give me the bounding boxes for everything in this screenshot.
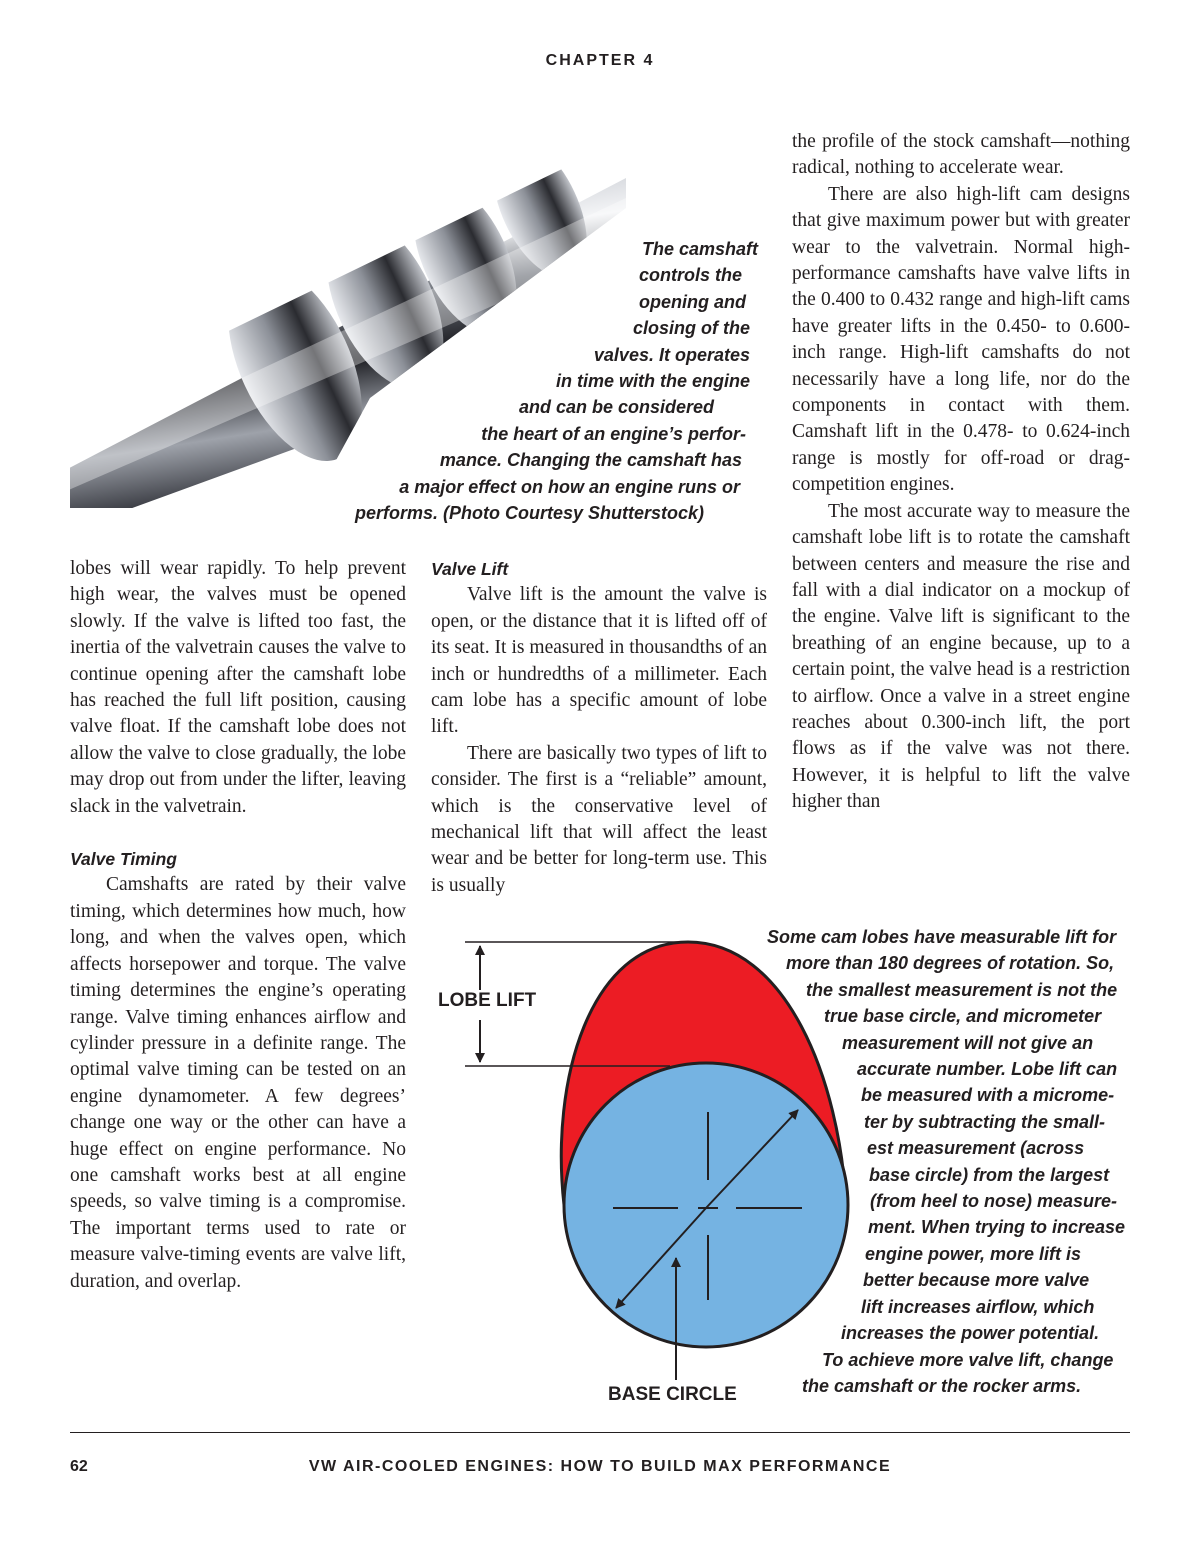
- caption-line: base circle) from the largest: [869, 1164, 1110, 1185]
- paragraph: Valve lift is the amount the valve is open, or the distance that it is lifted off of its seat. It is measured in thousandths of an inch or hundredths of a millimeter. Each cam lobe has a specific amount of lobe lift.: [431, 584, 767, 738]
- caption-line: accurate number. Lobe lift can: [857, 1059, 1118, 1080]
- paragraph: lobes will wear rapidly. To help prevent high wear, the valves must be opened slowly. If the valve is lifted too fast, the inertia of the valvetrain causes the valve to continue opening after the camshaft lobe has reached the full lift position, causing valve float. If the camshaft lobe does not allow the valve to close gradually, the lobe may drop out from under the lifter, leaving slack in the valvetrain.: [70, 558, 406, 817]
- caption-line: The camshaft: [641, 239, 758, 259]
- caption-line: the camshaft or the rocker arms.: [802, 1375, 1082, 1396]
- caption-line: valves. It operates: [593, 344, 750, 365]
- heading-valve-lift: Valve Lift: [431, 559, 509, 579]
- caption-line: be measured with a microme-: [861, 1085, 1115, 1106]
- book-title: VW AIR-COOLED ENGINES: HOW TO BUILD MAX PERFORMANCE: [308, 1458, 892, 1475]
- heading-valve-timing: Valve Timing: [70, 849, 177, 870]
- caption-line: To achieve more valve lift, change: [822, 1349, 1114, 1370]
- diagram-caption: [740, 924, 1130, 1399]
- paragraph: Camshafts are rated by their valve timing, which determines how much, how long, and when the valves open, which affects horsepower and torque. The valve timing determines the engine’s operating range. Valve timing enhances airflow and cylinder pressure in a definite range. The optimal valve timing can be tested on an engine dynamometer. A few degrees’ change one way or the other can have a huge effect on engine performance. No one camshaft works best at all engine speeds, so valve timing is a compromise. The important terms used to rate or measure valve-timing events are valve lift, duration, and overlap.: [70, 874, 406, 1292]
- paragraph: There are basically two types of lift to consider. The first is a “reliable” amount, which is the conservative level of mechanical lift that will affect the least wear and be better for long-term use. This is usually: [431, 742, 767, 896]
- caption-line: better because more valve: [863, 1270, 1090, 1291]
- caption-line: opening and: [639, 291, 746, 312]
- paragraph: There are also high-lift cam designs that give maximum power but with greater wear to the valvetrain. Normal high-performance camshafts have valve lifts in the 0.400 to 0.432 range and high-lift cams have greater lifts in the 0.450- to 0.600-inch range. High-lift camshafts do not necessarily have a long life, nor do the components in contact with them. Camshaft lift in the 0.478- to 0.624-inch range is mostly for off-road or drag-competition engines.: [792, 183, 1130, 496]
- paragraph: The most accurate way to measure the camshaft lobe lift is to rotate the camshaft between centers and measure the rise and fall with a dial indicator on a mockup of the engine. Valve lift is significant to the breathing of an engine because, up to a certain point, the valve head is a restriction to airflow. Once a valve in a street engine reaches about 0.300-inch lift, the port flows as if the valve was not there. However, it is helpful to lift the valve higher than: [792, 500, 1130, 813]
- caption-line: closing of the: [633, 318, 750, 339]
- caption-line: mance. Changing the camshaft has: [439, 450, 742, 471]
- caption-line: engine power, more lift is: [865, 1243, 1082, 1264]
- caption-line: Some cam lobes have measurable lift for: [767, 927, 1117, 947]
- photo-caption: [330, 236, 760, 526]
- caption-line: performs. (Photo Courtesy Shutterstock): [354, 503, 704, 524]
- chapter-header: CHAPTER 4: [545, 52, 655, 69]
- caption-line: (from heel to nose) measure-: [870, 1191, 1118, 1212]
- lobe-lift-label: LOBE LIFT: [438, 990, 537, 1011]
- paragraph: the profile of the stock camshaft—nothing radical, nothing to accelerate wear.: [792, 131, 1130, 179]
- page-number: 62: [70, 1458, 88, 1475]
- base-circle-label: BASE CIRCLE: [608, 1384, 737, 1405]
- caption-line: lift increases airflow, which: [861, 1296, 1095, 1317]
- caption-line: controls the: [638, 265, 742, 286]
- caption-line: more than 180 degrees of rotation. So,: [786, 953, 1115, 974]
- caption-line: true base circle, and micrometer: [824, 1006, 1102, 1027]
- caption-line: and can be considered: [518, 397, 714, 418]
- footer-rule: [70, 1432, 1130, 1433]
- column-right: [792, 129, 1130, 816]
- caption-line: in time with the engine: [555, 371, 750, 392]
- caption-line: the heart of an engine’s perfor-: [481, 423, 746, 444]
- column-middle: [431, 556, 767, 899]
- column-left: [70, 556, 406, 1295]
- caption-line: est measurement (across: [867, 1138, 1085, 1159]
- caption-line: ter by subtracting the small-: [864, 1111, 1106, 1132]
- caption-line: the smallest measurement is not the: [806, 979, 1118, 1000]
- caption-line: a major effect on how an engine runs or: [399, 476, 740, 497]
- caption-line: increases the power potential.: [841, 1323, 1100, 1344]
- caption-line: ment. When trying to increase: [868, 1217, 1126, 1238]
- caption-line: measurement will not give an: [842, 1032, 1094, 1053]
